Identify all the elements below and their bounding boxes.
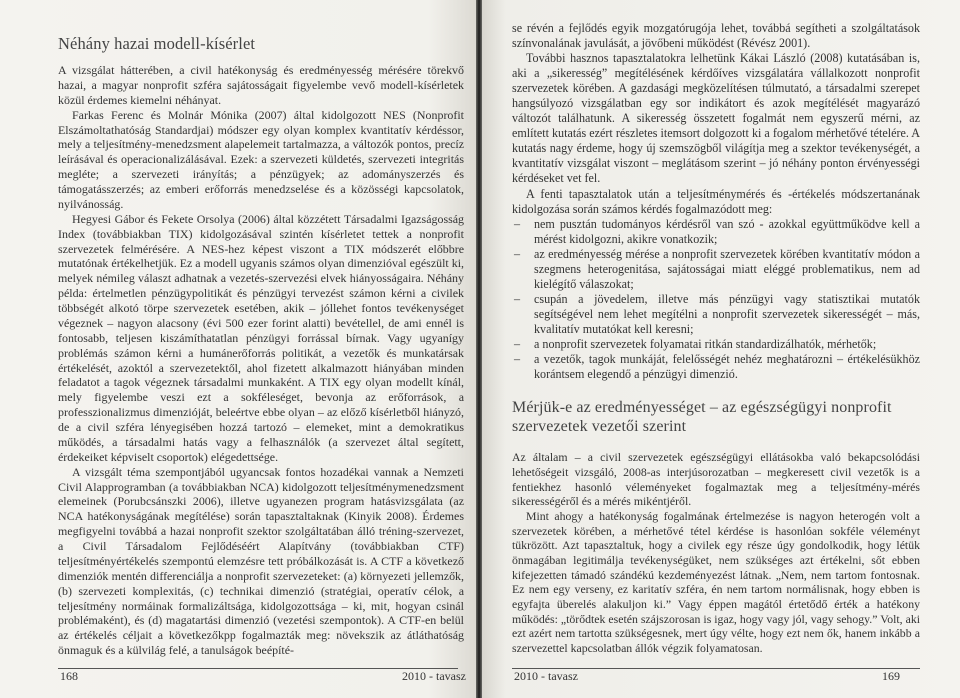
page-number: 169 (882, 669, 900, 683)
paragraph: A vizsgálat hátterében, a civil hatékonyság és eredményesség mérésére törekvő hazai, a magyar nonprofit szféra sajátosságait figyelembe vevő modell-kísérletek közül érdemes kiemelni néhányat. (58, 63, 464, 107)
paragraph: Az általam – a civil szervezetek egészségügyi ellátásokba való bekapcsolódási lehetőségeit vizsgáló, 2008-as interjúsorozatban – megkeresett civil vezetők is a fentiekhez hasonló véleményeket fogalmaztak meg a teljesítmény-mérés sikerességéről és a mérés mikéntjéről. (512, 450, 920, 509)
paragraph: További hasznos tapasztalatokra lelhetünk Kákai László (2008) kutatásában is, aki a „sikeresség” megítélésének kérdőíves vizsgálatára vállalkozott nonprofit szervezetek körében. A gazdasági megközelítésen túlmutató, a társadalmi szerepet hangsúlyozó vizsgálatban egy sor indikátort és azok megítélését magyarázó változót találhatunk. A sikeresség összetett fogalmát nem egyszerű mérni, az említett kutatás ezért részletes itemsort dolgozott ki a fogalom mérhetővé tételére. A kutatás nagy érdeme, hogy új szemszögből világítja meg a szektor tevékenységét, a kvantitatív vizsgálat viszont – meglátásom szerint – jó néhány ponton érvényességi kérdéseket vet fel. (512, 51, 920, 186)
footer-rule (58, 668, 458, 669)
list-item: – csupán a jövedelem, illetve más pénzügyi vagy statisztikai mutatók segítségével nem lehet megítélni a nonprofit szervezetek sikerességét – más, kvalitatív mutatókat kell keresni; (512, 292, 920, 337)
paragraph: A fenti tapasztalatok után a teljesítménymérés és -értékelés módszertanának kidolgozása során számos kérdés fogalmazódott meg: (512, 186, 920, 216)
list-item: – a vezetők, tagok munkáját, felelősségét nehéz meghatározni – értékelésükhöz korántsem elegendő a pénzügyi dimenzió. (512, 352, 920, 382)
paragraph: se révén a fejlődés egyik mozgatórugója lehet, továbbá segítheti a szolgáltatások színvonalának javulását, a jövőbeni működést (Révész 2001). (512, 21, 920, 51)
list-item: – a nonprofit szervezetek folyamatai ritkán standardizálhatók, mérhetők; (512, 337, 920, 352)
right-section-title: Mérjük-e az eredményességet – az egészségügyi nonprofit szervezetek vezetői szerint (512, 399, 892, 436)
left-section-title: Néhány hazai modell-kísérlet (58, 34, 256, 53)
issue-label: 2010 - tavasz (402, 669, 466, 683)
page-number: 168 (60, 669, 78, 683)
right-body-text (512, 21, 920, 382)
paragraph: Hegyesi Gábor és Fekete Orsolya (2006) által közzétett Társadalmi Igazságosság Index (továbbiakban TIX) kidolgozásával szintén kísérletet tettek a nonprofit szervezetek felmérésére. A NES-hez képest viszont a TIX módszerét előbbre mutatónak értékelhetjük. Ez a modell ugyanis számos olyan dimenzióval egészült ki, melyek némileg választ adhatnak a vezetés-szervezési elvek hiányosságaira. Néhány példa: értelmetlen pénzügypolitikát és pénzügyi tervezést számon kérni a civilek többségét alkotó törpe szervezetek esetében, akik – jóllehet fontos tevékenységet végeznek – nagyon alacsony (évi 500 ezer forint alatti) bevétellel, de ami ennél is fontosabb, teljesen kiszámíthatatlan pénzügyi forrással bírnak. Vagy ugyanígy problémás számon kérni a humánerőforrás politikát, a vezetők és munkatársak értékelését, azoktól a szervezetektől, ahol fizetett alkalmazott hiányában minden feladatot a tagok végeznek társadalmi munkaként. A TIX egy olyan modellt kínál, mely figyelembe veszi ezt a sokféleséget, bevonja az erőforrások, a professzionalizmus dimenzióját, beleértve ebbe olyan – az előző kísérletből hiányzó, de a civil szféra lényegisében hozzá tartozó – elemeket, mint a demokratikus működés, a társadalmi hatás vagy a felhasználók (a szervezet által segített, érdekeiket képviselt csoportok) elégedettsége. (58, 211, 464, 464)
paragraph: Farkas Ferenc és Molnár Mónika (2007) által kidolgozott NES (Nonprofit Elszámoltathatóság Standardjai) módszer egy olyan komplex kvantitatív kérdéssor, mely a teljesítmény-menedzsment alapelemeit tartalmazza, a változók pontos, precíz leírásával és operacionalizálásával. Ezek: a szervezeti küldetés, szervezeti integritás megléte; a szervezeti irányítás; a pénzügyek; az adományszerzés és támogatásszerzés; az emberi erőforrás menedzselése és a közösségi kapcsolatok, nyilvánosság. (58, 107, 464, 211)
issue-label: 2010 - tavasz (514, 669, 578, 683)
right-body-text-lower (512, 450, 920, 656)
list-item: – nem pusztán tudományos kérdésről van szó - azokkal együttműködve kell a mérést kidolgozni, akikre vonatkozik; (512, 217, 920, 247)
paragraph: A vizsgált téma szempontjából ugyancsak fontos hozadékai vannak a Nemzeti Civil Alapprogramban (a továbbiakban NCA) kidolgozott teljesítménymenedzsment elemeinek (Porubcsánszki 2006), illetve ugyanezen program hatásvizsgálata (az NCA hatékonyságának megítélése) során tapasztaltaknak (Kinyik 2008). Érdemes megfigyelni továbbá a hazai nonprofit szektor szolgáltatában álló tréning-szervezet, a Civil Társadalom Fejlődéséért Alapítvány (továbbiakban CTF) teljesítményértékelés szempontú elemzésre tett próbálkozását is. A CTF a következő dimenziók mentén differenciálja a nonprofit szervezeteket: (a) környezeti jellemzők, (b) szervezeti komplexitás, (c) technikai dimenzió (stratégiai, operatív célok, a teljesítmény normáinak formalizáltsága, kidolgozottsága – ki, mit, hogyan csinál problémaként), és (d) magatartási dimenzió (vezetési szempontok). A CTF-en belül az értékelés céljait a következőkpp fogalmazták meg: növekszik az átláthatóság önmaguk és a külvilág felé, a tanulságok beépíté- (58, 464, 464, 658)
list-item: – az eredményesség mérése a nonprofit szervezetek körében kvantitatív módon a szegmens heterogenitása, sajátosságai miatt eléggé problematikus, nem ad kielégítő válaszokat; (512, 247, 920, 292)
bullet-list (512, 217, 920, 383)
left-body-text (58, 63, 464, 658)
paragraph: Mint ahogy a hatékonyság fogalmának értelmezése is nagyon heterogén volt a szervezetek körében, a mérhetővé tétel kérdése is hasonlóan sokféle véleményt tükrözött. Azt tapasztaltuk, hogy a civilek egy része úgy gondolkodik, hogy létük önmagában legitimálja tevékenységüket, nem szükséges azt értékelni, sőt ebben kifejezetten támadó szándékú kezdeményezést látnak. „Nem, nem tartom fontosnak. Ez nem egy verseny, ez karitatív szféra, én nem tartom normálisnak, hogy ebben is egyfajta überelés alakuljon ki.” Vagy éppen magától értetődő érték a hatékony működés: „törődtek esetén szájszorosan is igaz, hogy vagy jól, vagy sehogy.” Volt, aki ezt azért nem tartotta szükségesnek, mert úgy vélte, hogy ezt nem ők, hanem inkább a szervezettel kapcsolatban állók végzik folyamatosan. (512, 508, 920, 656)
